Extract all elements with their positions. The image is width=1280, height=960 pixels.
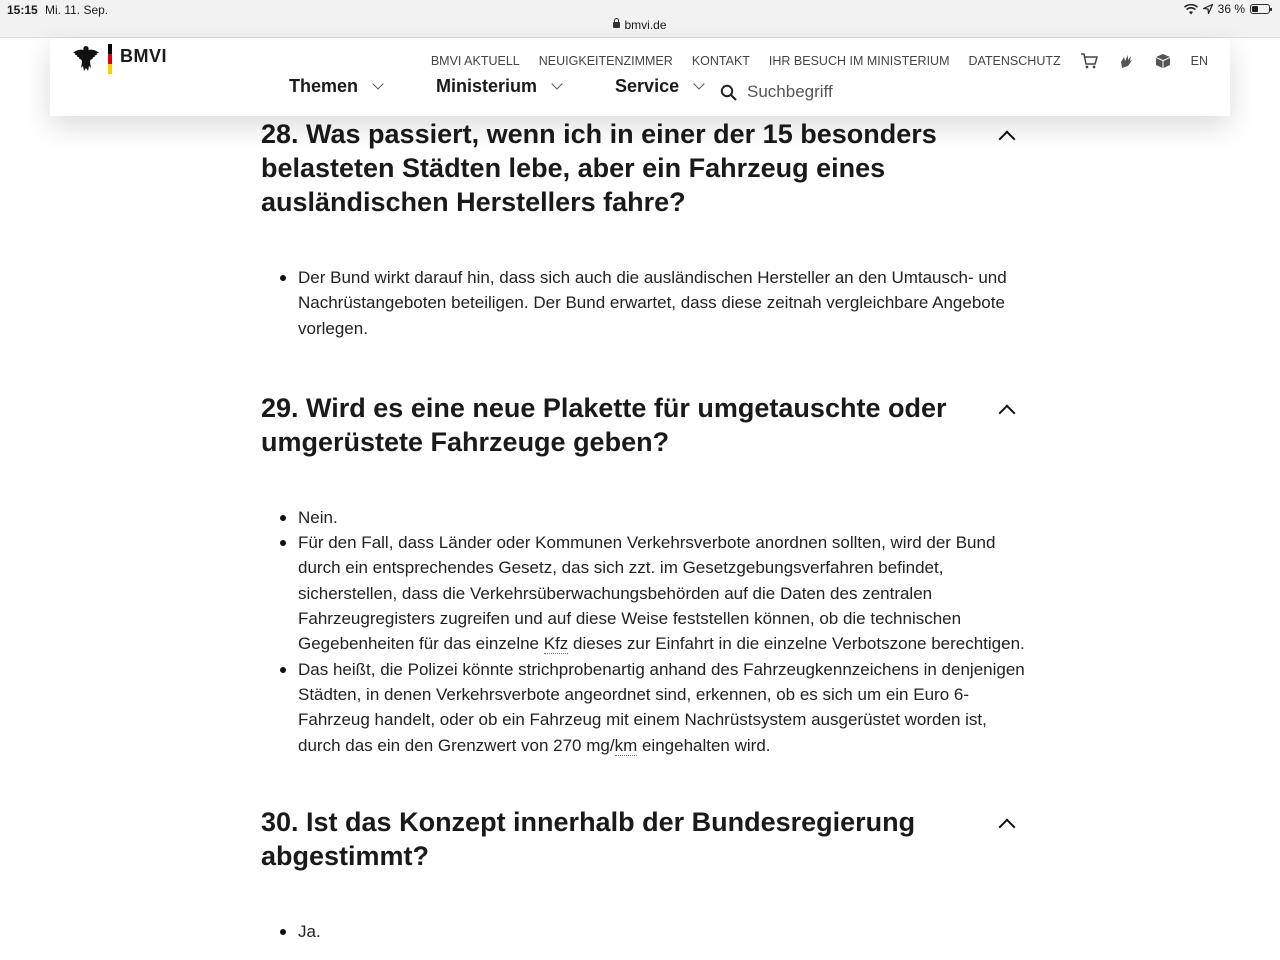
link-bmvi-aktuell[interactable]: BMVI AKTUELL [430,54,520,68]
language-switch[interactable]: EN [1190,54,1208,68]
nav-themen-label: Themen [289,76,359,96]
faq-question[interactable]: 28. Was passiert, wenn ich in einer der 15 besonders belasteten Städten lebe, aber ein Fahrzeug eines ausländischen Herstellers fahre? [261,119,937,217]
abbreviation[interactable]: km [614,735,638,755]
faq-item-30 [261,805,1026,944]
chevron-up-icon[interactable] [992,399,1022,421]
answer-text: dieses zur Einfahrt in die einzelne Verbotszone berechtigen. [568,634,1025,654]
main-nav [289,76,757,97]
answer-text: eingehalten wird. [637,735,771,755]
answer-text: Das heißt, die Polizei könnte strichprobenartig anhand des Fahrzeugkennzeichens in denjenigen Städten, in denen Verkehrsverbote angeordnet sind, erkennen, ob es sich um ein Euro 6-Fahrzeug handelt, oder ob ein Fahrzeug mit einem Nachrüstsystem ausgerüstet worden ist, durch das ein den Grenzwert von 270 mg/ [298,659,1025,755]
logo-text: BMVI [120,46,167,66]
lock-icon [613,22,620,28]
chevron-up-icon[interactable] [992,125,1022,147]
answer-text: Für den Fall, dass Länder oder Kommunen Verkehrsverbote anordnen sollten, wird der Bund durch ein entsprechendes Gesetz, das sich zzt. im Gesetzgebungsverfahren befindet, sicherstellen, dass die Verkehrsüberwachungsbehörden auf die Daten des zentralen Fahrzeugregisters zugreifen und auf diese Weise feststellen können, ob die technischen Gegebenheiten für das einzelne [298,533,996,654]
faq-answer [261,505,1026,758]
chevron-up-icon[interactable] [992,813,1022,835]
answer-item: Ja. [261,919,1026,944]
address-bar[interactable] [0,18,1280,32]
link-ihr-besuch[interactable]: IHR BESUCH IM MINISTERIUM [768,54,950,68]
date: Mi. 11. Sep. [45,3,109,17]
nav-themen[interactable] [289,76,382,97]
faq-answer [261,919,1026,944]
search-input[interactable] [747,82,947,102]
flag-stripe-red [108,54,112,64]
flag-stripe-black [108,44,112,54]
url-text: bmvi.de [624,18,667,32]
sign-language-icon[interactable] [1117,52,1135,70]
answer-item: Der Bund wirkt darauf hin, dass sich auch die ausländischen Hersteller an den Umtausch- und Nachrüstangeboten beteiligen. Der Bund erwartet, dass diese zeitnah vergleichbare Angebote vorlegen. [261,265,1026,341]
flag-bar [108,44,112,74]
flag-stripe-gold [108,64,112,74]
answer-item: Nein. [261,505,1026,530]
site-search [720,82,947,102]
bmvi-logo[interactable] [72,44,167,74]
chevron-down-icon [372,78,383,89]
easy-language-icon[interactable] [1154,52,1172,70]
nav-service[interactable] [615,76,703,97]
location-arrow-icon [1203,4,1213,14]
nav-service-label: Service [615,76,680,96]
service-nav [431,52,1208,70]
battery-percent: 36 % [1217,2,1245,16]
nav-ministerium[interactable] [436,76,561,97]
cart-icon[interactable] [1080,52,1098,70]
chevron-down-icon [551,78,562,89]
link-datenschutz[interactable]: DATENSCHUTZ [968,54,1061,68]
link-kontakt[interactable]: KONTAKT [691,54,750,68]
battery-fill [1252,6,1258,12]
battery-icon [1250,4,1270,14]
status-indicators [1184,2,1270,16]
clock: 15:15 [7,3,38,17]
site-header [50,38,1230,116]
status-bar [0,0,1280,38]
faq-question[interactable]: 30. Ist das Konzept innerhalb der Bundesregierung abgestimmt? [261,806,916,871]
federal-eagle-icon [72,44,100,74]
faq-question[interactable]: 29. Wird es eine neue Plakette für umgetauschte oder umgerüstete Fahrzeuge geben? [261,392,947,457]
faq-item-29 [261,391,1026,758]
link-neuigkeitenzimmer[interactable]: NEUIGKEITENZIMMER [538,54,673,68]
answer-item [261,657,1026,758]
faq-item-28 [261,117,1026,341]
faq-list [261,116,1026,944]
wifi-icon [1184,4,1198,15]
nav-ministerium-label: Ministerium [436,76,538,96]
chevron-down-icon [693,78,704,89]
abbreviation[interactable]: Kfz [543,634,569,654]
faq-answer [261,265,1026,341]
search-icon[interactable] [720,84,737,101]
answer-item [261,530,1026,656]
